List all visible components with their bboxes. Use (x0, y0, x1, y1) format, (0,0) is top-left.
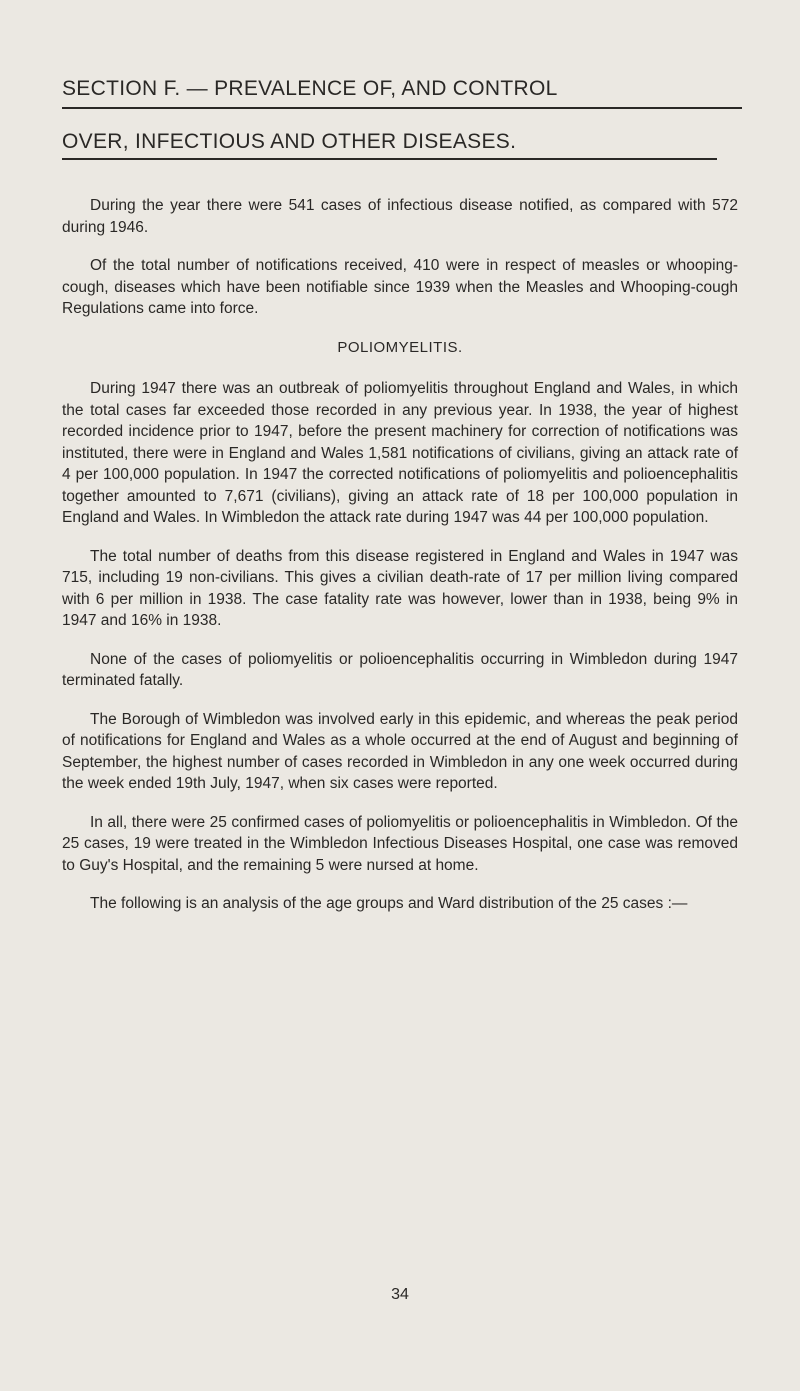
paragraph-confirmed-cases: In all, there were 25 confirmed cases of poliomyelitis or polioencephalitis in Wimbledon. Of the 25 cases, 19 were treated in the Wimbledon Infectious Diseases Hospital, one case was removed to Guy's Hospital, and the remaining 5 were nursed at home. (62, 813, 738, 874)
section-heading-line-2: OVER, INFECTIOUS AND OTHER DISEASES. (62, 129, 717, 160)
body-text (62, 195, 738, 932)
paragraph-polio-outbreak: During 1947 there was an outbreak of poliomyelitis throughout England and Wales, in which the total cases far exceeded those recorded in any previous year. In 1938, the year of highest recorded incidence prior to 1947, before the present machinery for correction of notifications was instituted, there were in England and Wales 1,581 notifications of civilians, giving an attack rate of 4 per 100,000 population. In 1947 the corrected notifications of poliomyelitis and polioencephalitis together amounted to 7,671 (civilians), giving an attack rate of 18 per 100,000 population in England and Wales. In Wimbledon the attack rate during 1947 was 44 per 100,000 population. (62, 380, 738, 526)
section-heading-line-1: SECTION F. — PREVALENCE OF, AND CONTROL (62, 76, 742, 109)
page-number: 34 (391, 1286, 409, 1303)
paragraph-polio-deaths: The total number of deaths from this disease registered in England and Wales in 1947 was 715, including 19 non-civilians. This gives a civilian death-rate of 17 per million living compared with 6 per million in 1938. The case fatality rate was however, lower than in 1938, being 9% in 1947 and 16% in 1938. (62, 547, 738, 629)
subheading-poliomyelitis: POLIOMYELITIS. (337, 338, 463, 356)
paragraph-wimbledon-epidemic: The Borough of Wimbledon was involved early in this epidemic, and whereas the peak period of notifications for England and Wales as a whole occurred at the end of August and beginning of September, the highest number of cases recorded in Wimbledon in any one week occurred during the week ended 19th July, 1947, when six cases were reported. (62, 710, 738, 792)
paragraph-polio-no-fatalities: None of the cases of poliomyelitis or polioencephalitis occurring in Wimbledon during 1947 terminated fatally. (62, 650, 738, 689)
paragraph-notifications: During the year there were 541 cases of infectious disease notified, as compared with 572 during 1946. (62, 197, 738, 236)
paragraph-analysis-intro: The following is an analysis of the age groups and Ward distribution of the 25 cases :— (90, 895, 688, 912)
paragraph-measles-whooping-cough: Of the total number of notifications received, 410 were in respect of measles or whooping-cough, diseases which have been notifiable since 1939 when the Measles and Whooping-cough Regulations came into force. (62, 257, 738, 317)
